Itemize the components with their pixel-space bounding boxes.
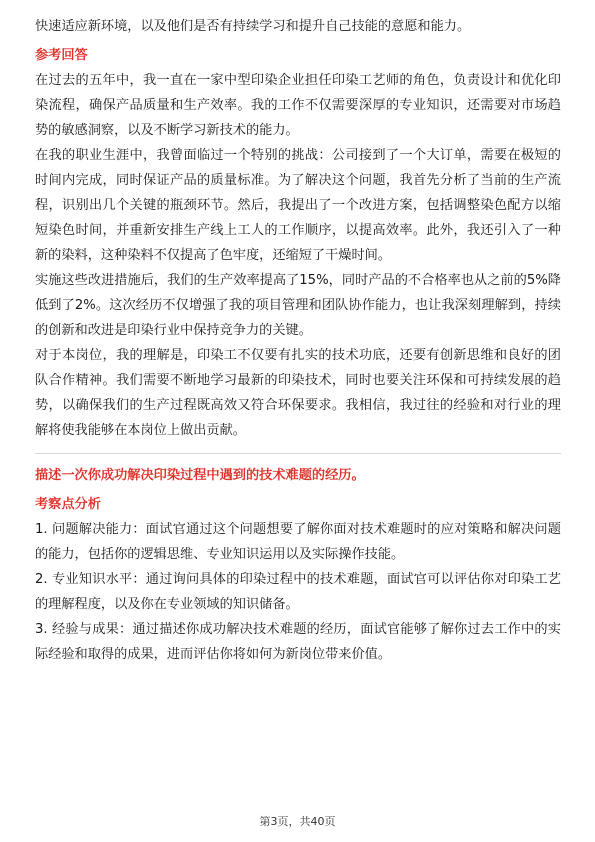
- answer-paragraph: 在过去的五年中，我一直在一家中型印染企业担任印染工艺师的角色，负责设计和优化印染流程，确保产品质量和生产效率。我的工作不仅需要深厚的专业知识，还需要对市场趋势的敏感洞察，以及不断学习新技术的能力。: [35, 73, 561, 138]
- question-heading: 描述一次你成功解决印染过程中遇到的技术难题的经历。: [35, 468, 365, 483]
- answer-paragraph: 实施这些改进措施后，我们的生产效率提高了15%，同时产品的不合格率也从之前的5%降低到了2%。这次经历不仅增强了我的项目管理和团队协作能力，也让我深刻理解到，持续的创新和改进是印染行业中保持竞争力的关键。: [35, 273, 561, 338]
- page-number-footer: 第3页，共40页: [259, 815, 336, 828]
- page-content: [35, 14, 561, 667]
- intro-tail-paragraph: 快速适应新环境，以及他们是否有持续学习和提升自己技能的意愿和能力。: [35, 19, 471, 34]
- analysis-item: 1. 问题解决能力：面试官通过这个问题想要了解你面对技术难题时的应对策略和解决问题的能力，包括你的逻辑思维、专业知识运用以及实际操作技能。: [35, 522, 561, 562]
- answer-paragraph: 在我的职业生涯中，我曾面临过一个特别的挑战：公司接到了一个大订单，需要在极短的时间内完成，同时保证产品的质量标准。为了解决这个问题，我首先分析了当前的生产流程，识别出几个关键的瓶颈环节。然后，我提出了一个改进方案，包括调整染色配方以缩短染色时间，并重新安排生产线上工人的工作顺序，以提高效率。此外，我还引入了一种新的染料，这种染料不仅提高了色牢度，还缩短了干燥时间。: [35, 148, 561, 263]
- section-divider: [35, 453, 561, 454]
- answer-heading: 参考回答: [35, 48, 88, 63]
- analysis-item: 3. 经验与成果：通过描述你成功解决技术难题的经历，面试官能够了解你过去工作中的实际经验和取得的成果，进而评估你将如何为新岗位带来价值。: [35, 622, 561, 662]
- analysis-heading: 考察点分析: [35, 497, 101, 512]
- answer-paragraph: 对于本岗位，我的理解是，印染工不仅要有扎实的技术功底，还要有创新思维和良好的团队合作精神。我们需要不断地学习最新的印染技术，同时也要关注环保和可持续发展的趋势，以确保我们的生产过程既高效又符合环保要求。我相信，我过往的经验和对行业的理解将使我能够在本岗位上做出贡献。: [35, 348, 561, 438]
- analysis-item: 2. 专业知识水平：通过询问具体的印染过程中的技术难题，面试官可以评估你对印染工艺的理解程度，以及你在专业领域的知识储备。: [35, 572, 561, 612]
